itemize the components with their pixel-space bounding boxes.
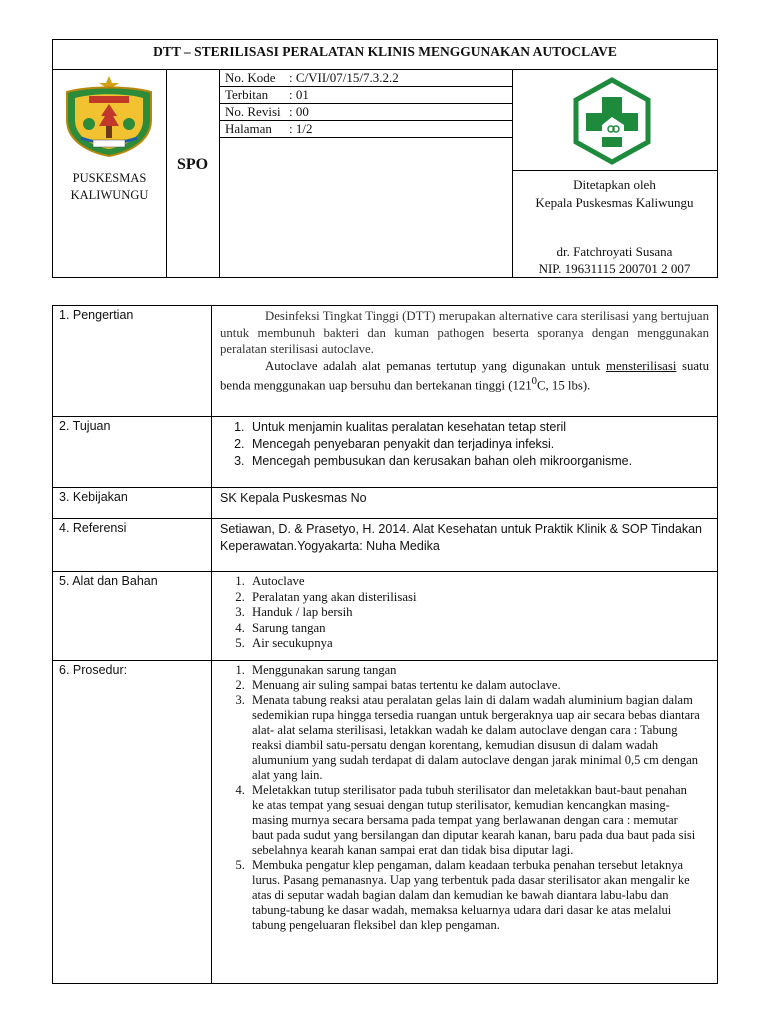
section-tujuan	[53, 417, 717, 488]
signer-nip: NIP. 19631115 200701 2 007	[538, 261, 691, 276]
list-item: 2. Menuang air suling sampai batas tertentu ke dalam autoclave.	[248, 678, 701, 693]
logo-column	[53, 70, 167, 277]
document-title: DTT – STERILISASI PERALATAN KLINIS MENGGUNAKAN AUTOCLAVE	[53, 40, 717, 70]
puskesmas-cross-icon	[568, 77, 656, 165]
section-kebijakan	[53, 488, 717, 519]
spo-label: SPO	[176, 156, 209, 173]
org-line-1: PUSKESMAS	[72, 171, 147, 185]
list-item: 3. Menata tabung reaksi atau peralatan gelas lain di dalam wadah aluminium bagian dalam sedemikian rupa hingga tersedia ruangan untuk bergeraknya uap air secara bebas diantara alat- alat selama sterilisasi, letakkan wadah ke dalam autoclave dengan cara : Tabung reaksi diambil satu-persatu dengan korentang, kemudian disusun di dalam wadah alumunium yang sudah terdapat di dalam autoclave dengan jarak minimal 0,5 cm dengan alat yang lain.	[248, 693, 701, 783]
section-label: 6. Prosedur:	[53, 661, 212, 983]
kendal-emblem-icon	[59, 74, 159, 158]
meta-value: : 00	[289, 104, 309, 119]
sop-header	[52, 39, 718, 278]
underlined-term: mensterilisasi	[606, 358, 677, 373]
section-content	[212, 417, 717, 487]
meta-key: Halaman	[225, 121, 272, 136]
meta-value: : 01	[289, 87, 309, 102]
meta-row-revisi	[219, 104, 512, 121]
section-prosedur	[53, 661, 717, 983]
signatory	[512, 243, 717, 277]
list-item: 1. Untuk menjamin kualitas peralatan kesehatan tetap steril	[248, 419, 709, 436]
list-item: 2. Mencegah penyebaran penyakit dan terjadinya infeksi.	[248, 436, 709, 453]
list-item: 1. Autoclave	[248, 574, 709, 590]
pengertian-paragraph-2	[220, 358, 709, 394]
approval-column	[512, 70, 717, 277]
list-item: 1. Menggunakan sarung tangan	[248, 663, 701, 678]
section-alat-bahan	[53, 572, 717, 661]
meta-value: : C/VII/07/15/7.3.2.2	[289, 70, 399, 85]
approval-text	[512, 176, 717, 212]
meta-row-halaman	[219, 121, 512, 138]
meta-key: No. Revisi	[225, 104, 281, 119]
meta-key: Terbitan	[225, 87, 269, 102]
section-label: 3. Kebijakan	[53, 488, 212, 518]
document-meta	[219, 70, 513, 277]
section-content	[212, 306, 717, 416]
puskesmas-logo-cell	[512, 70, 717, 171]
list-item: 2. Peralatan yang akan disterilisasi	[248, 590, 709, 606]
text-fragment: C, 15 lbs).	[536, 378, 591, 393]
org-line-2: KALIWUNGU	[70, 188, 149, 202]
ditetapkan-label: Ditetapkan oleh	[573, 177, 656, 192]
meta-key: No. Kode	[225, 70, 276, 85]
section-label: 1. Pengertian	[53, 306, 212, 416]
superscript: 0	[531, 376, 537, 387]
section-referensi	[53, 519, 717, 572]
organization-name	[53, 170, 166, 204]
signer-name: dr. Fatchroyati Susana	[556, 244, 673, 259]
section-content: SK Kepala Puskesmas No	[220, 491, 367, 505]
meta-value: : 1/2	[289, 121, 313, 136]
list-item: 5. Membuka pengatur klep pengaman, dalam keadaan terbuka penahan tersebut letaknya lurus. Pasang pemanasnya. Uap yang terbentuk pada dasar sterilisator akan mengalir ke atas di seputar wadah bagian dalam dan kemudian ke bawah diantara labu-labu dan tabung-tabung ke dasar wadah, memaksa keluarnya udara dari dasar ke atas melalui tabung pengeluaran fleksibel dan klep pengaman.	[248, 858, 701, 933]
pengertian-paragraph-1: Desinfeksi Tingkat Tinggi (DTT) merupakan alternative cara sterilisasi yang bertujuan untuk membunuh bakteri dan kuman pathogen beserta sporanya dengan menggunakan peralatan sterilisasi autoclave.	[220, 309, 709, 356]
kepala-label: Kepala Puskesmas Kaliwungu	[535, 195, 694, 210]
section-content: Setiawan, D. & Prasetyo, H. 2014. Alat Kesehatan untuk Praktik Klinik & SOP Tindakan Keperawatan.Yogyakarta: Nuha Medika	[220, 522, 702, 553]
spo-column	[166, 70, 220, 277]
section-content	[212, 661, 717, 983]
list-item: 4. Sarung tangan	[248, 621, 709, 637]
list-item: 4. Meletakkan tutup sterilisator pada tubuh sterilisator dan meletakkan baut-baut penahan ke atas tempat yang sesuai dengan tutup sterilisator, kemudian kencangkan masing-masing murnya secara bersama pada tempat yang berlawanan dengan cara : memutar baut pada sudut yang bersilangan dan diputar kearah kanan, baru pada dua baut pada sisi sebelahnya kearah kanan sampai erat dan tidak bisa diputar lagi.	[248, 783, 701, 858]
meta-row-kode	[219, 70, 512, 87]
meta-row-terbitan	[219, 87, 512, 104]
list-item: 5. Air secukupnya	[248, 636, 709, 652]
section-label: 2. Tujuan	[53, 417, 212, 487]
section-label: 4. Referensi	[53, 519, 212, 571]
text-fragment: suatu benda menggunakan uap bersuhu dan bertekanan tinggi (121	[220, 358, 710, 393]
section-pengertian	[53, 306, 717, 417]
text-fragment: Autoclave adalah alat pemanas tertutup yang digunakan untuk	[265, 358, 607, 373]
section-label: 5. Alat dan Bahan	[53, 572, 212, 660]
list-item: 3. Handuk / lap bersih	[248, 605, 709, 621]
section-content	[212, 572, 717, 660]
sop-content-table	[52, 305, 718, 984]
list-item: 3. Mencegah pembusukan dan kerusakan bahan oleh mikroorganisme.	[248, 453, 709, 470]
